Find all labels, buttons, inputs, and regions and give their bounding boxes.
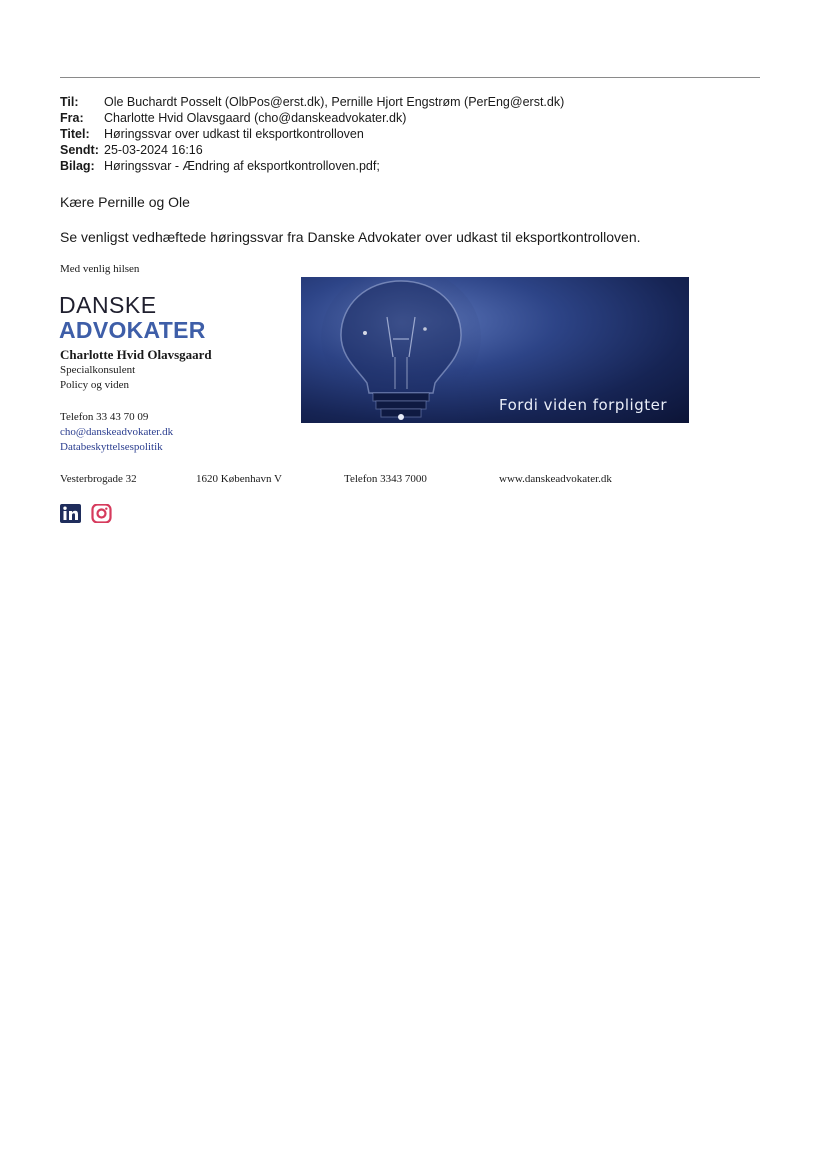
to-label: Til: <box>60 95 79 109</box>
email-header <box>60 94 564 174</box>
footer-city: 1620 København V <box>196 473 282 485</box>
title-value: Høringssvar over udkast til eksportkontrolloven <box>104 127 364 141</box>
title-label: Titel: <box>60 127 90 141</box>
footer-address: Vesterbrogade 32 <box>60 473 137 485</box>
footer-website-link[interactable]: www.danskeadvokater.dk <box>499 473 612 485</box>
signature-block <box>60 347 212 393</box>
contact-phone: Telefon 33 43 70 09 <box>60 411 149 423</box>
attachment-label: Bilag: <box>60 159 95 173</box>
danske-advokater-logo <box>59 293 206 343</box>
linkedin-icon[interactable] <box>60 504 81 523</box>
signature-department: Policy og viden <box>60 379 130 391</box>
signature-name: Charlotte Hvid Olavsgaard <box>60 347 212 362</box>
logo-line-danske: DANSKE <box>59 292 157 318</box>
footer-phone: Telefon 3343 7000 <box>344 473 427 485</box>
header-row-sent <box>60 142 564 158</box>
instagram-icon[interactable] <box>91 504 112 523</box>
privacy-policy-link[interactable]: Databeskyttelsespolitik <box>60 441 163 453</box>
from-value: Charlotte Hvid Olavsgaard (cho@danskeadvokater.dk) <box>104 111 407 125</box>
regards: Med venlig hilsen <box>60 263 140 275</box>
lightbulb-banner <box>301 277 689 423</box>
header-row-to <box>60 94 564 110</box>
signature-role: Specialkonsulent <box>60 364 136 376</box>
social-icons <box>60 504 112 523</box>
body-text: Se venligst vedhæftede høringssvar fra Danske Advokater over udkast til eksportkontrolloven. <box>60 229 641 245</box>
from-label: Fra: <box>60 111 84 125</box>
logo-line-advokater: ADVOKATER <box>59 317 206 343</box>
greeting: Kære Pernille og Ole <box>60 194 190 210</box>
contact-block <box>60 410 173 455</box>
contact-email-link[interactable]: cho@danskeadvokater.dk <box>60 426 174 438</box>
header-row-from <box>60 110 564 126</box>
to-value: Ole Buchardt Posselt (OlbPos@erst.dk), Pernille Hjort Engstrøm (PerEng@erst.dk) <box>104 95 565 109</box>
banner-tagline: Fordi viden forpligter <box>499 396 667 414</box>
sent-value: 25-03-2024 16:16 <box>104 143 203 157</box>
attachment-value: Høringssvar - Ændring af eksportkontrolloven.pdf; <box>104 159 380 173</box>
header-row-attachment <box>60 158 564 174</box>
sent-label: Sendt: <box>60 143 99 157</box>
header-divider <box>60 77 760 78</box>
header-row-title <box>60 126 564 142</box>
